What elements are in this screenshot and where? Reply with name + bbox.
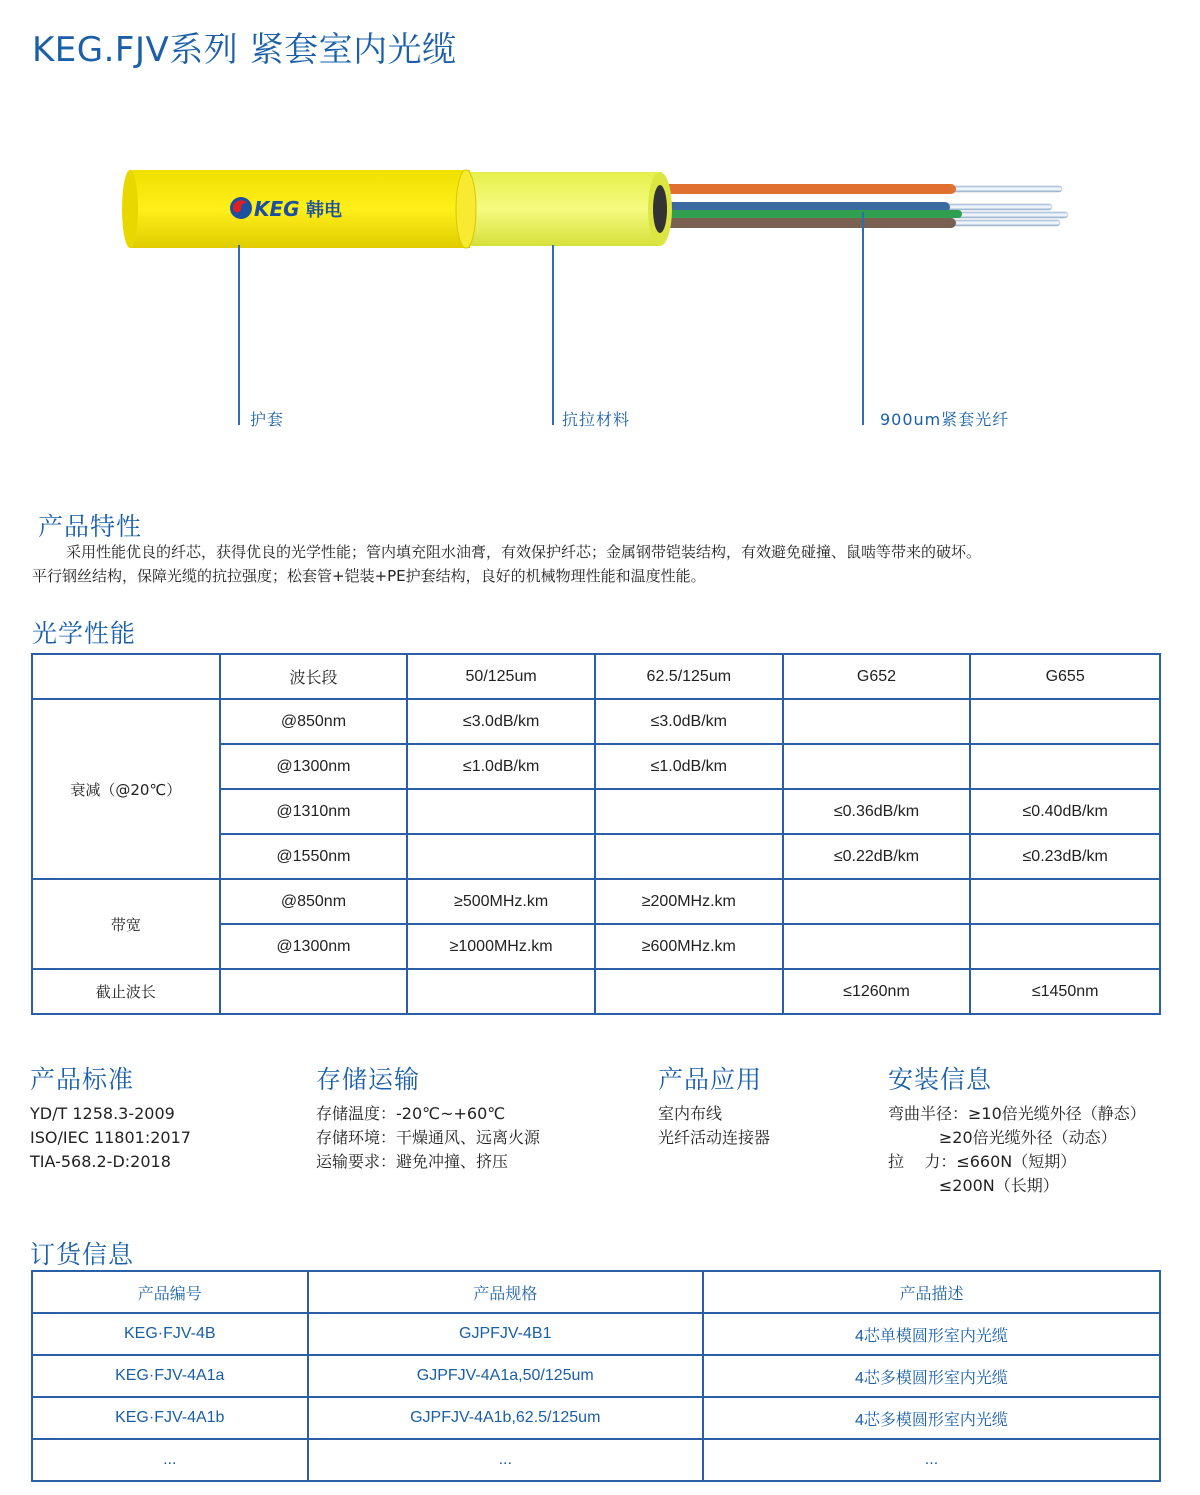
- table-cell: 4芯多模圆形室内光缆: [703, 1397, 1160, 1439]
- header-cell: G652: [783, 654, 971, 699]
- callout-fiber: 900um紧套光纤: [880, 410, 1010, 429]
- table-cell: ≤1260nm: [783, 969, 971, 1014]
- bandwidth-label: 带宽: [32, 879, 220, 969]
- table-cell: [595, 789, 783, 834]
- features-line-2: 平行钢丝结构，保障光缆的抗拉强度；松套管+铠装+PE护套结构，良好的机械物理性能和温度性能。: [32, 567, 706, 585]
- table-cell: ≤1.0dB/km: [595, 744, 783, 789]
- storage-line: 存储温度：-20℃~+60℃: [316, 1104, 506, 1123]
- table-cell: ≤0.23dB/km: [970, 834, 1160, 879]
- table-cell: ≤1.0dB/km: [407, 744, 595, 789]
- order-row: [32, 1397, 1160, 1439]
- logo-text: KEG: [254, 197, 300, 221]
- storage-section: [316, 1060, 540, 1174]
- order-row: [32, 1313, 1160, 1355]
- table-cell: [970, 924, 1160, 969]
- callout-line-fiber: [862, 212, 864, 425]
- header-cell: G655: [970, 654, 1160, 699]
- page-title: KEG.FJV系列 紧套室内光缆: [32, 30, 457, 70]
- table-cell: [407, 789, 595, 834]
- table-cell: [783, 924, 971, 969]
- storage-title: 存储运输: [316, 1065, 421, 1094]
- standards-title: 产品标准: [30, 1065, 135, 1094]
- table-cell: [220, 969, 408, 1014]
- install-line: ≤200N（长期）: [888, 1176, 1059, 1195]
- table-cell: ≤3.0dB/km: [595, 699, 783, 744]
- table-cell: [595, 969, 783, 1014]
- table-cell: KEG·FJV-4A1b: [32, 1397, 308, 1439]
- fiber-glass: [940, 220, 1060, 226]
- callout-yarn: 抗拉材料: [562, 410, 631, 429]
- optical-header-row: [32, 654, 1160, 699]
- table-cell: 4芯单模圆形室内光缆: [703, 1313, 1160, 1355]
- fiber-brown: [650, 218, 956, 228]
- fiber-glass: [940, 204, 1052, 210]
- install-title: 安装信息: [888, 1065, 993, 1094]
- standards-line: ISO/IEC 11801:2017: [30, 1128, 191, 1147]
- table-cell: @1300nm: [220, 744, 408, 789]
- cable-illustration: [0, 150, 1200, 440]
- table-cell: ≤0.22dB/km: [783, 834, 971, 879]
- order-row: [32, 1439, 1160, 1481]
- table-cell: [407, 969, 595, 1014]
- header-cell: 50/125um: [407, 654, 595, 699]
- jacket: [130, 170, 470, 248]
- table-cell: GJPFJV-4B1: [308, 1313, 703, 1355]
- table-cell: @1550nm: [220, 834, 408, 879]
- attenuation-label: 衰减（@20℃）: [32, 699, 220, 879]
- order-table: [31, 1270, 1161, 1482]
- storage-line: 存储环境：干燥通风、远离火源: [316, 1128, 541, 1147]
- table-cell: KEG·FJV-4B: [32, 1313, 308, 1355]
- table-cell: [407, 834, 595, 879]
- table-cell: @1300nm: [220, 924, 408, 969]
- install-line: 拉 力：≤660N（短期）: [888, 1152, 1077, 1171]
- table-cell: [783, 699, 971, 744]
- table-cell: ≤3.0dB/km: [407, 699, 595, 744]
- table-cell: ≥1000MHz.km: [407, 924, 595, 969]
- standards-line: TIA-568.2-D:2018: [30, 1152, 171, 1171]
- optical-table: [31, 653, 1161, 1015]
- install-line: 弯曲半径：≥10倍光缆外径（静态）: [888, 1104, 1146, 1123]
- callout-line-jacket: [238, 245, 240, 425]
- install-line: ≥20倍光缆外径（动态）: [888, 1128, 1117, 1147]
- order-title: 订货信息: [30, 1240, 135, 1269]
- table-cell: ≥600MHz.km: [595, 924, 783, 969]
- table-cell: [595, 834, 783, 879]
- jacket-left-end: [122, 170, 138, 248]
- table-cell: [783, 879, 971, 924]
- header-cell: 波长段: [220, 654, 408, 699]
- table-cell: [970, 699, 1160, 744]
- optical-title: 光学性能: [32, 619, 137, 648]
- table-cell: ≥200MHz.km: [595, 879, 783, 924]
- fiber-green: [650, 210, 962, 218]
- features-text: [32, 540, 1182, 588]
- table-cell: @850nm: [220, 699, 408, 744]
- callout-line-yarn: [552, 245, 554, 425]
- cutoff-label: 截止波长: [32, 969, 220, 1014]
- features-title: 产品特性: [38, 512, 143, 541]
- table-cell: ≥500MHz.km: [407, 879, 595, 924]
- optical-row: [32, 969, 1160, 1014]
- application-line: 室内布线: [658, 1104, 723, 1123]
- table-cell: @1310nm: [220, 789, 408, 834]
- jacket-right-end: [456, 170, 476, 248]
- header-cell: 62.5/125um: [595, 654, 783, 699]
- application-line: 光纤活动连接器: [658, 1128, 771, 1147]
- order-row: [32, 1355, 1160, 1397]
- callout-jacket: 护套: [250, 410, 285, 429]
- fiber-core: [653, 185, 667, 233]
- header-cell: 产品编号: [32, 1271, 308, 1313]
- fiber-orange: [650, 184, 956, 194]
- aramid-yarn: [460, 172, 660, 246]
- optical-row: [32, 879, 1160, 924]
- table-cell: [970, 744, 1160, 789]
- order-header-row: [32, 1271, 1160, 1313]
- table-cell: GJPFJV-4A1a,50/125um: [308, 1355, 703, 1397]
- table-cell: ≤1450nm: [970, 969, 1160, 1014]
- brand-name: 韩电: [306, 200, 342, 221]
- features-line-1: 采用性能优良的纤芯，获得优良的光学性能；管内填充阻水油膏，有效保护纤芯；金属钢带铠装结构，有效避免碰撞、鼠啮等带来的破坏。: [66, 543, 982, 561]
- cable-diagram: [0, 150, 1200, 440]
- header-cell: [32, 654, 220, 699]
- table-cell: @850nm: [220, 879, 408, 924]
- table-cell: [783, 744, 971, 789]
- table-cell: 4芯多模圆形室内光缆: [703, 1355, 1160, 1397]
- table-cell: ≤0.36dB/km: [783, 789, 971, 834]
- table-cell: ...: [32, 1439, 308, 1481]
- fiber-glass: [940, 186, 1062, 192]
- table-cell: GJPFJV-4A1b,62.5/125um: [308, 1397, 703, 1439]
- table-cell: [970, 879, 1160, 924]
- header-cell: 产品规格: [308, 1271, 703, 1313]
- application-section: [658, 1060, 770, 1150]
- table-cell: ...: [703, 1439, 1160, 1481]
- table-cell: KEG·FJV-4A1a: [32, 1355, 308, 1397]
- application-title: 产品应用: [658, 1065, 763, 1094]
- table-cell: ...: [308, 1439, 703, 1481]
- standards-section: [30, 1060, 191, 1174]
- table-cell: ≤0.40dB/km: [970, 789, 1160, 834]
- standards-line: YD/T 1258.3-2009: [30, 1104, 175, 1123]
- optical-row: [32, 699, 1160, 744]
- storage-line: 运输要求：避免冲撞、挤压: [316, 1152, 509, 1171]
- install-section: [888, 1060, 1146, 1198]
- header-cell: 产品描述: [703, 1271, 1160, 1313]
